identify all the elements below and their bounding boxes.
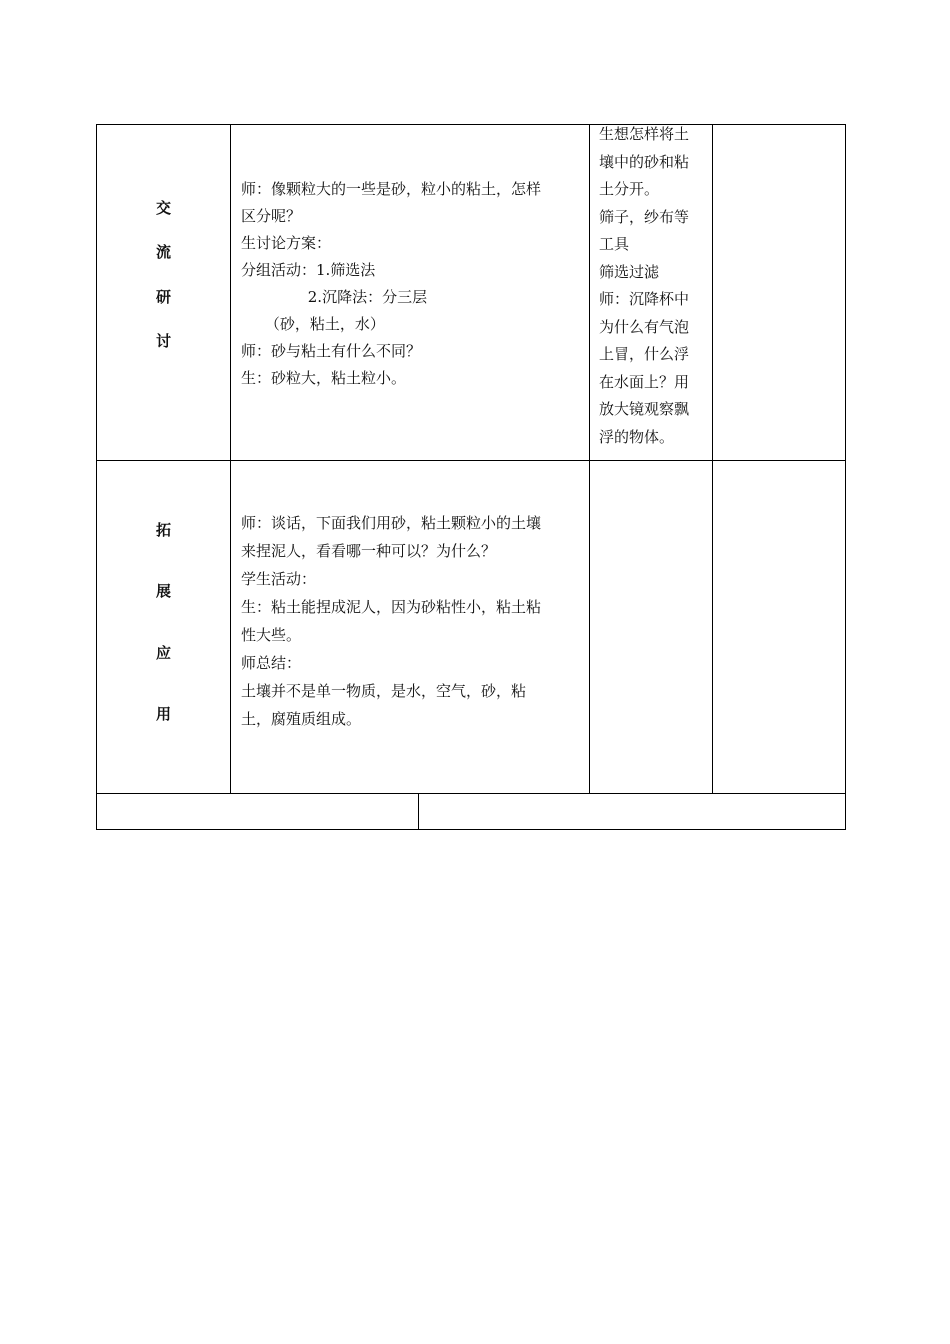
side-line: 浮的物体。 [599, 427, 675, 446]
side-line: 工具 [599, 235, 630, 253]
content-line: 性大些。 [241, 626, 302, 644]
table-column-divider [589, 124, 590, 794]
content-line: 来捏泥人，看看哪一种可以？为什么？ [241, 542, 497, 560]
stage-char: 展 [155, 582, 171, 600]
content-line: 师：砂与粘土有什么不同？ [241, 342, 422, 360]
side-line: 上冒，什么浮 [599, 345, 690, 363]
side-line: 壤中的砂和粘 [599, 152, 690, 171]
table-row-divider [96, 460, 846, 461]
side-line: 生想怎样将土 [599, 125, 690, 143]
table-border-left [96, 124, 97, 830]
stage-char: 交 [155, 199, 171, 217]
content-line: 分组活动：1.筛选法 [241, 261, 376, 279]
side-line: 为什么有气泡 [599, 317, 690, 336]
side-line: 师：沉降杯中 [599, 290, 690, 308]
table-row-divider [96, 793, 846, 794]
stage-char: 用 [155, 705, 171, 723]
student-activity-discussion [599, 121, 709, 451]
content-line: 区分呢？ [241, 207, 302, 225]
content-line: 生：粘土能捏成泥人，因为砂粘性小，粘土粘 [241, 598, 542, 616]
side-line: 放大镜观察飘 [599, 400, 690, 418]
side-line: 在水面上？用 [599, 372, 690, 391]
table-border-right [845, 124, 846, 830]
table-column-divider [712, 124, 713, 794]
teaching-content-discussion [241, 176, 583, 392]
stage-char: 流 [155, 243, 171, 261]
content-line: 土壤并不是单一物质，是水，空气，砂，粘 [241, 682, 527, 700]
content-line: 生讨论方案： [241, 234, 332, 252]
content-line: 师总结： [241, 654, 302, 672]
table-column-divider [230, 124, 231, 794]
stage-char: 讨 [155, 332, 171, 350]
side-line: 筛子，纱布等 [599, 207, 690, 226]
content-line: 土，腐殖质组成。 [241, 710, 362, 728]
stage-char: 拓 [155, 521, 171, 539]
teaching-content-extension [241, 509, 583, 733]
content-line: 2.沉降法：分三层 [241, 288, 428, 306]
stage-char: 应 [155, 644, 171, 662]
stage-char: 研 [155, 288, 171, 306]
content-line: 生：砂粒大，粘土粒小。 [241, 369, 407, 387]
content-line: （砂，粘土，水） [241, 315, 385, 333]
content-line: 师：谈话，下面我们用砂，粘土颗粒小的土壤 [241, 514, 542, 532]
side-line: 筛选过滤 [599, 262, 660, 281]
table-border-bottom [96, 829, 846, 830]
table-border-top [96, 124, 846, 125]
content-line: 师：像颗粒大的一些是砂，粒小的粘土，怎样 [241, 180, 542, 198]
content-line: 学生活动： [241, 570, 317, 588]
side-line: 土分开。 [599, 180, 660, 198]
table-footer-divider [418, 793, 419, 830]
